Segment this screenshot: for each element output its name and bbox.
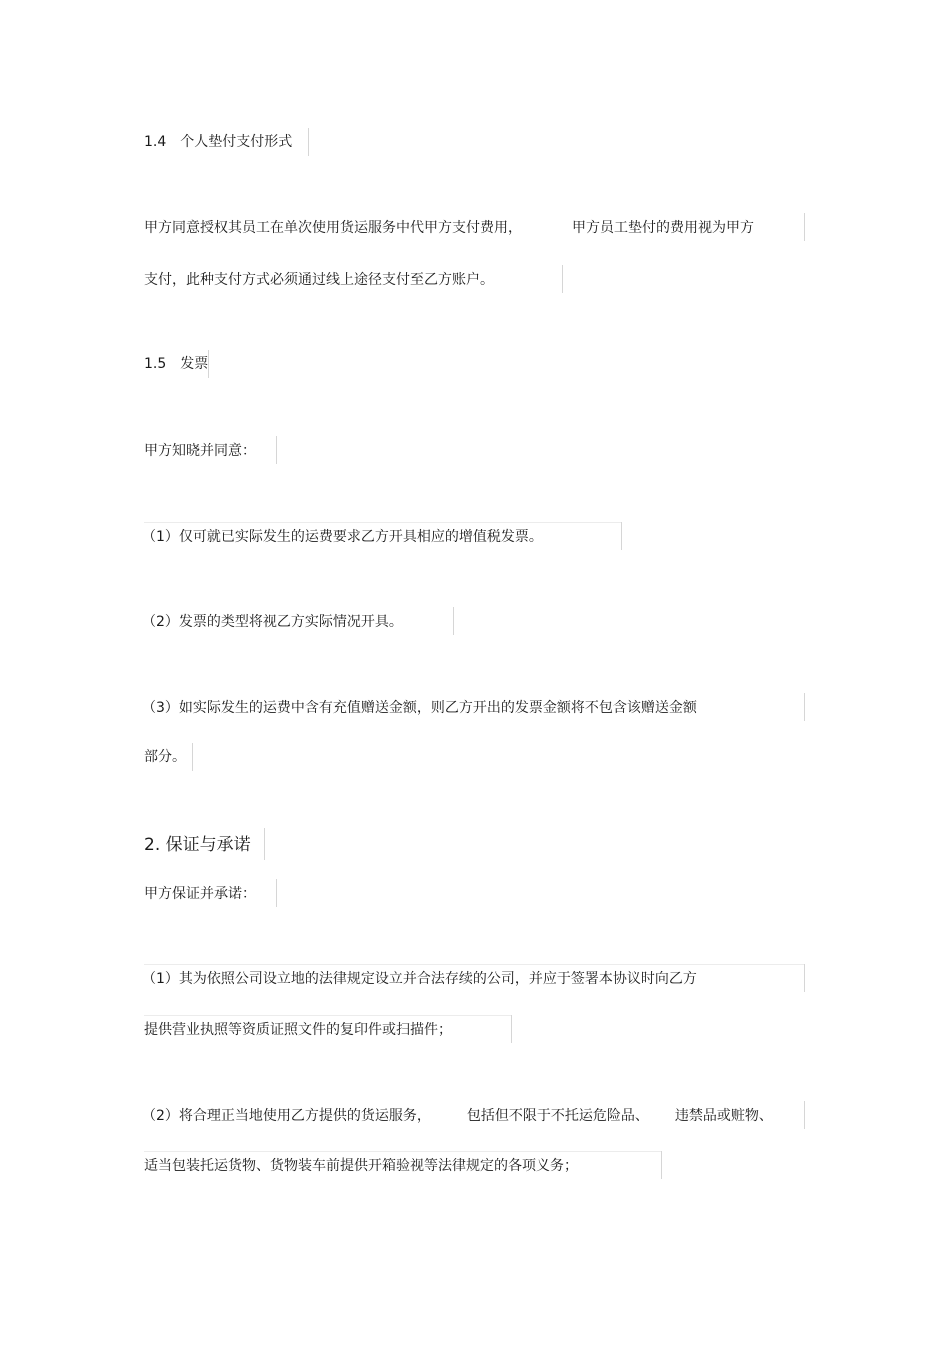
margin-rule xyxy=(804,213,805,241)
margin-rule xyxy=(192,743,193,771)
section-heading-1-5: 1.5 发票 xyxy=(144,356,209,372)
paragraph-1-4-line-2: 支付，此种支付方式必须通过线上途径支付至乙方账户。 xyxy=(144,272,494,288)
paragraph-1-4-line-1-part-b: 甲方员工垫付的费用视为甲方 xyxy=(572,220,754,236)
section-2-item-2-line-1-part-c: 违禁品或赃物、 xyxy=(674,1108,773,1124)
section-1-5-item-2: （2）发票的类型将视乙方实际情况开具。 xyxy=(142,614,403,630)
section-2-item-2-line-1 xyxy=(142,1106,773,1126)
section-1-5-item-3-line-2: 部分。 xyxy=(144,749,186,765)
margin-rule xyxy=(804,693,805,721)
margin-rule xyxy=(308,128,309,156)
margin-rule xyxy=(804,1101,805,1129)
section-2-item-2-line-2: 适当包装托运货物、货物装车前提供开箱验视等法律规定的各项义务； xyxy=(144,1158,578,1174)
paragraph-1-4-line-1-part-a: 甲方同意授权其员工在单次使用货运服务中代甲方支付费用， xyxy=(144,220,522,236)
margin-rule xyxy=(208,350,209,378)
margin-rule xyxy=(264,828,265,860)
margin-rule xyxy=(621,522,622,550)
margin-rule xyxy=(511,1015,512,1043)
margin-rule xyxy=(562,265,563,293)
paragraph-1-4-line-1 xyxy=(144,218,754,238)
margin-rule xyxy=(276,436,277,464)
top-rule xyxy=(144,522,621,523)
section-1-5-intro: 甲方知晓并同意： xyxy=(144,443,256,459)
top-rule xyxy=(144,1015,511,1016)
section-1-5-item-3-line-1: （3）如实际发生的运费中含有充值赠送金额，则乙方开出的发票金额将不包含该赠送金额 xyxy=(142,700,697,716)
section-2-item-2-line-1-part-a: （2）将合理正当地使用乙方提供的货运服务， xyxy=(142,1108,431,1124)
section-2-item-2-line-1-part-b: 包括但不限于不托运危险品、 xyxy=(466,1108,649,1124)
section-heading-1-4: 1.4 个人垫付支付形式 xyxy=(144,134,293,150)
margin-rule xyxy=(453,607,454,635)
section-heading-2: 2. 保证与承诺 xyxy=(144,835,251,855)
section-2-item-1-line-1: （1）其为依照公司设立地的法律规定设立并合法存续的公司，并应于签署本协议时向乙方 xyxy=(142,971,697,987)
section-1-5-item-1: （1）仅可就已实际发生的运费要求乙方开具相应的增值税发票。 xyxy=(142,529,543,545)
top-rule xyxy=(144,1151,661,1152)
section-2-item-1-line-2: 提供营业执照等资质证照文件的复印件或扫描件； xyxy=(144,1022,452,1038)
section-2-intro: 甲方保证并承诺： xyxy=(144,886,256,902)
margin-rule xyxy=(276,879,277,907)
top-rule xyxy=(144,964,804,965)
margin-rule xyxy=(661,1151,662,1179)
margin-rule xyxy=(804,964,805,992)
